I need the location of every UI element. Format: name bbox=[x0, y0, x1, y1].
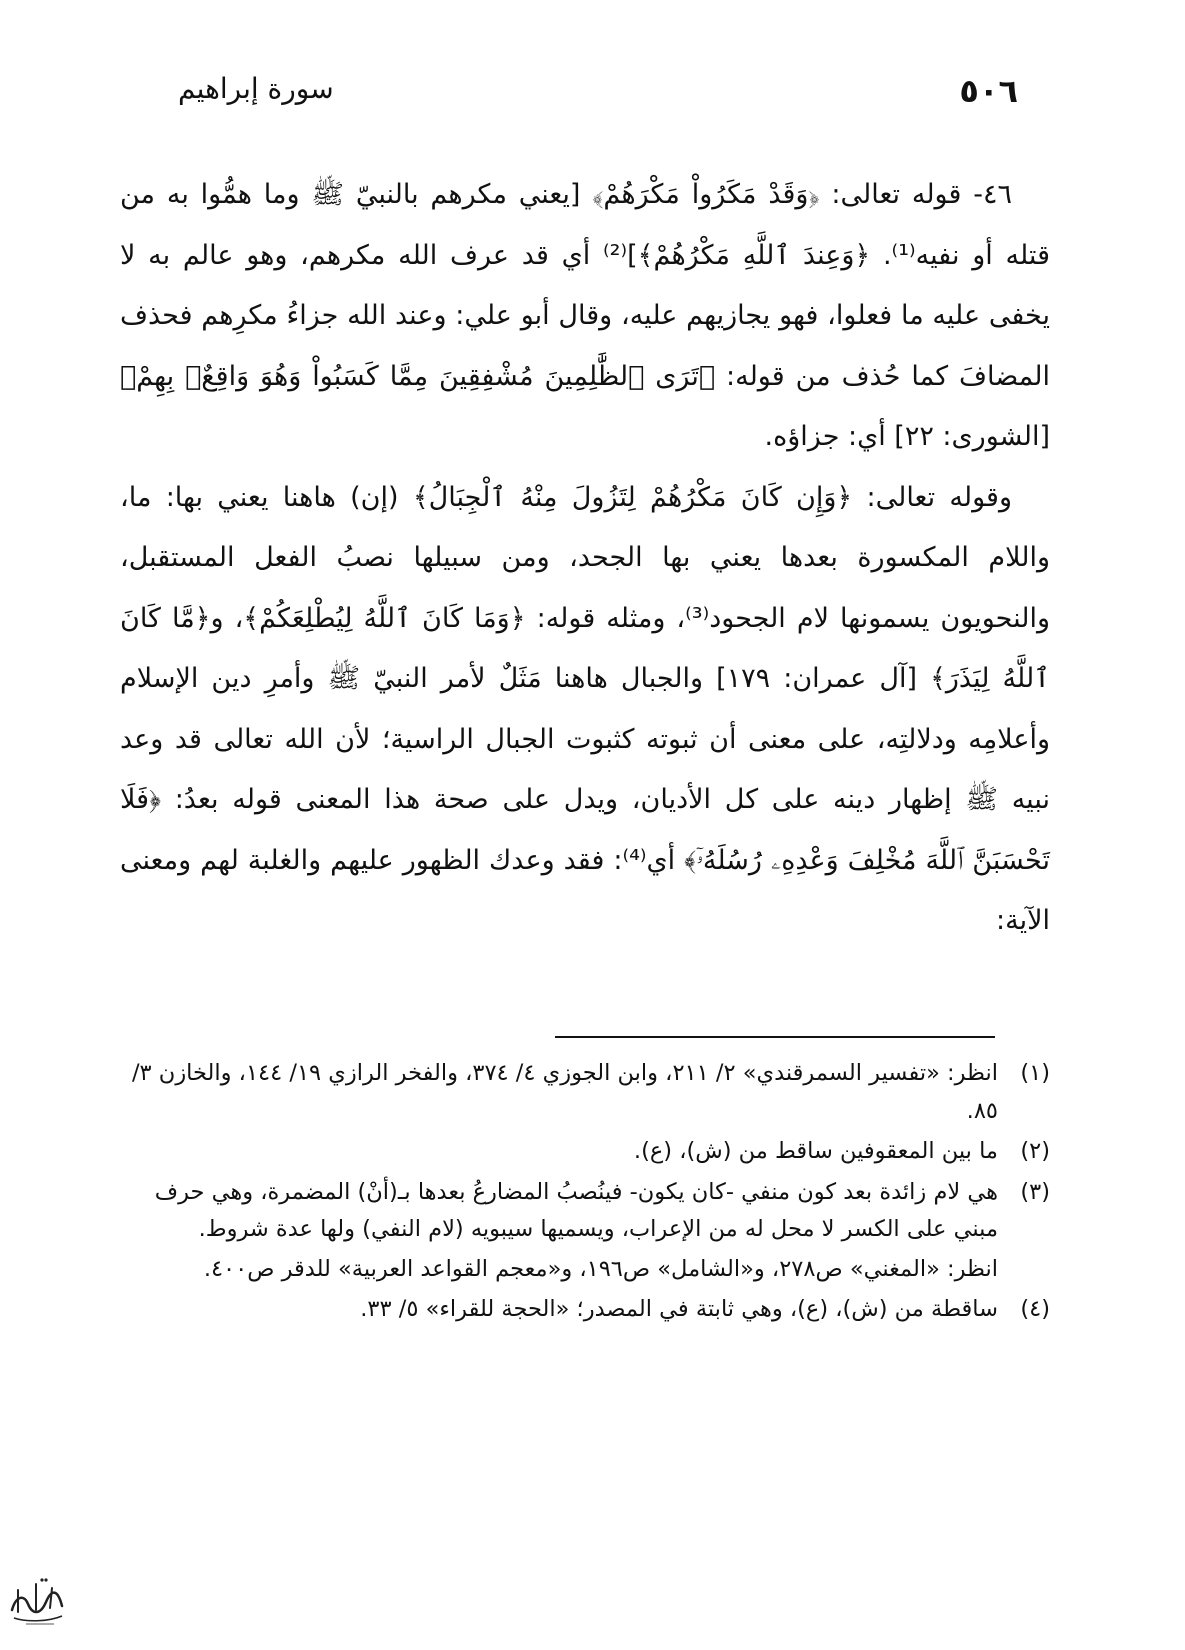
footnote-number: (٤) bbox=[1020, 1296, 1050, 1322]
footnote-text: انظر: «المغني» ص٢٧٨، و«الشامل» ص١٩٦، و«معجم القواعد العربية» للدقر ص٤٠٠. bbox=[203, 1255, 998, 1282]
footnote-number: (٣) bbox=[1020, 1178, 1050, 1205]
footnote-number: (٢) bbox=[1020, 1138, 1050, 1164]
main-text bbox=[120, 165, 1050, 952]
footnote-number: (١) bbox=[1020, 1060, 1050, 1086]
page-number: ٥٠٦ bbox=[959, 72, 1018, 110]
footnote-separator bbox=[555, 1036, 995, 1038]
footnote-1 bbox=[110, 1055, 1050, 1130]
footnote-text: هي لام زائدة بعد كون منفي -كان يكون- فينُصبُ المضارعُ بعدها بـ(أنْ) المضمرة، وهي حرف مبني على الكسر لا محل له من الإعراب، ويسميها سيبويه (لام النفي) ولها عدة شروط. bbox=[154, 1178, 998, 1242]
running-title: سورة إبراهيم bbox=[178, 72, 334, 105]
footnote-2 bbox=[110, 1133, 1050, 1171]
page-header bbox=[178, 72, 1018, 122]
footnotes bbox=[110, 1055, 1050, 1332]
footnote-text: ما بين المعقوفين ساقط من (ش)، (ع). bbox=[633, 1138, 998, 1164]
footnote-text: ساقطة من (ش)، (ع)، وهي ثابتة في المصدر؛ «الحجة للقراء» ٥/ ٣٣. bbox=[360, 1296, 998, 1322]
calligraphy-logo-icon bbox=[6, 1572, 68, 1626]
publisher-logo bbox=[6, 1572, 68, 1626]
paragraph: ٤٦- قوله تعالى: ﴿وَقَدْ مَكَرُواْ مَكْرَهُمْ﴾ [يعني مكرهم بالنبيّ ﷺ وما همُّوا به من قتله أو نفيه⁽¹⁾. ﴿وَعِندَ ٱللَّهِ مَكْرُهُمْ﴾]⁽²⁾ أي قد عرف الله مكرهم، وهو عالم به لا يخفى عليه ما فعلوا، فهو يجازيهم عليه، وقال أبو علي: وعند الله جزاءُ مكرِهم فحذف المضافَ كما حُذف من قوله: ﴿تَرَى ٱلظَّٰلِمِينَ مُشْفِقِينَ مِمَّا كَسَبُواْ وَهُوَ وَاقِعٌۢ بِهِمْ﴾ [الشورى: ٢٢] أي: جزاؤه. bbox=[120, 179, 1050, 452]
footnote-4 bbox=[110, 1291, 1050, 1329]
footnote-text: انظر: «تفسير السمرقندي» ٢/ ٢١١، وابن الجوزي ٤/ ٣٧٤، والفخر الرازي ١٩/ ١٤٤، والخازن ٣/ ٨٥. bbox=[131, 1060, 998, 1124]
footnote-3 bbox=[110, 1174, 1050, 1289]
paragraph: وقوله تعالى: ﴿وَإِن كَانَ مَكْرُهُمْ لِتَزُولَ مِنْهُ ٱلْجِبَالُ﴾ (إن) هاهنا يعني بها: ما، واللام المكسورة بعدها يعني بها الجحد، ومن سبيلها نصبُ الفعل المستقبل، والنحويون يسمونها لام الجحود⁽³⁾، ومثله قوله: ﴿وَمَا كَانَ ٱللَّهُ لِيُطْلِعَكُمْ﴾، و﴿مَّا كَانَ ٱللَّهُ لِيَذَرَ﴾ [آل عمران: ١٧٩] والجبال هاهنا مَثَلٌ لأمر النبيّ ﷺ وأمرِ دين الإسلام وأعلامِه ودلالتِه، على معنى أن ثبوته كثبوت الجبال الراسية؛ لأن الله تعالى قد وعد نبيه ﷺ إظهار دينه على كل الأديان، ويدل على صحة هذا المعنى قوله بعدُ: ﴿فَلَا تَحْسَبَنَّ ٱللَّهَ مُخْلِفَ وَعْدِهِۦ رُسُلَهُۥٓ﴾ أي⁽⁴⁾: فقد وعدك الظهور عليهم والغلبة لهم ومعنى الآية: bbox=[120, 481, 1051, 936]
